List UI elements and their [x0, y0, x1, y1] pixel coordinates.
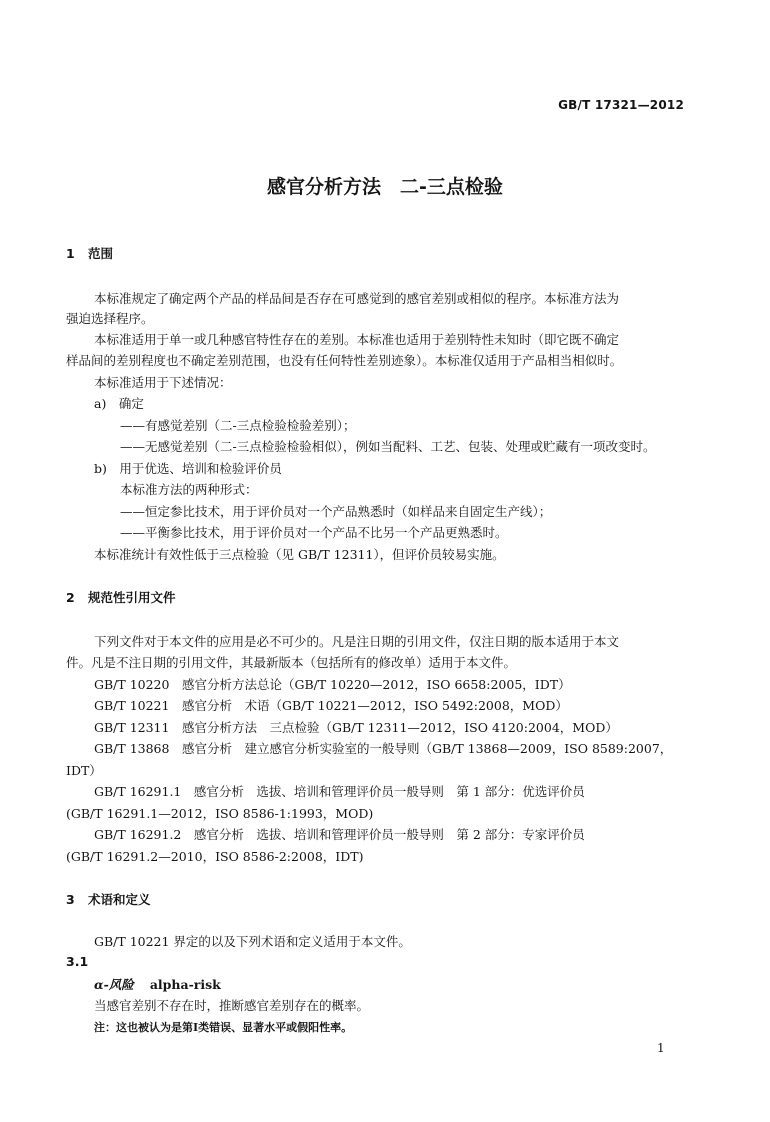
- scope-line-last: 本标准统计有效性低于三点检验（见 GB/T 12311），但评价员较易实施。: [94, 547, 505, 562]
- section-number: 1: [66, 246, 75, 261]
- standard-number: GB/T 17321—2012: [558, 98, 684, 112]
- scope-item-b: b) 用于优选、培训和检验评价员: [94, 461, 282, 476]
- document-title: 感官分析方法 二-三点检验: [267, 176, 503, 198]
- section-title: 规范性引用文件: [88, 590, 176, 605]
- section-2-heading: [66, 588, 176, 606]
- terms-intro: GB/T 10221 界定的以及下列术语和定义适用于本文件。: [94, 934, 411, 949]
- term-alpha-risk: [94, 975, 221, 993]
- scope-dash-1: ——有感觉差别（二-三点检验检验差别）；: [120, 418, 356, 433]
- section-number: 2: [66, 590, 75, 605]
- scope-line-2: 强迫选择程序。: [66, 311, 154, 326]
- ref-gbt16291-2: GB/T 16291.2 感官分析 选拔、培训和管理评价员一般导则 第 2 部分：专家评价员: [94, 827, 585, 842]
- ref-gbt16291-2-cont: (GB/T 16291.2—2010，ISO 8586-2:2008，IDT): [66, 849, 364, 864]
- section-title: 范围: [88, 246, 114, 261]
- section-title: 术语和定义: [88, 892, 151, 907]
- ref-gbt16291-1: GB/T 16291.1 感官分析 选拔、培训和管理评价员一般导则 第 1 部分：优选评价员: [94, 784, 585, 799]
- ref-gbt10221: GB/T 10221 感官分析 术语（GB/T 10221—2012，ISO 5492:2008，MOD）: [94, 698, 568, 713]
- ref-gbt16291-1-cont: (GB/T 16291.1—2012，ISO 8586-1:1993，MOD): [66, 806, 374, 821]
- scope-line-3: 本标准适用于单一或几种感官特性存在的差别。本标准也适用于差别特性未知时（即它既不确定: [94, 332, 620, 347]
- scope-line-4: 样品间的差别程度也不确定差别范围，也没有任何特性差别迹象）。本标准仅适用于产品相当相似时。: [66, 353, 623, 368]
- scope-dash-4: ——平衡参比技术，用于评价员对一个产品不比另一个产品更熟悉时。: [120, 525, 508, 540]
- section-number: 3: [66, 892, 75, 907]
- term-definition: 当感官差别不存在时，推断感官差别存在的概率。: [94, 998, 370, 1013]
- scope-line-5: 本标准适用于下述情况：: [94, 375, 232, 390]
- ref-gbt12311: GB/T 12311 感官分析方法 三点检验（GB/T 12311—2012，ISO 4120:2004，MOD）: [94, 720, 618, 735]
- term-chinese: α-风险: [94, 977, 134, 992]
- refs-line-1: 下列文件对于本文件的应用是必不可少的。凡是注日期的引用文件，仅注日期的版本适用于本文: [94, 634, 620, 649]
- ref-gbt13868-cont: IDT）: [66, 763, 102, 778]
- scope-dash-3: ——恒定参比技术，用于评价员对一个产品熟悉时（如样品来自固定生产线）；: [120, 504, 552, 519]
- term-english: alpha-risk: [149, 977, 221, 992]
- scope-dash-2: ——无感觉差别（二-三点检验检验相似），例如当配料、工艺、包装、处理或贮藏有一项改变时。: [120, 439, 656, 454]
- ref-gbt10220: GB/T 10220 感官分析方法总论（GB/T 10220—2012，ISO 6658:2005，IDT）: [94, 677, 571, 692]
- scope-item-a: a) 确定: [94, 396, 144, 411]
- section-3-heading: [66, 890, 151, 908]
- term-note: 注：这也被认为是第Ⅰ类错误、显著水平或假阳性率。: [94, 1021, 353, 1034]
- page-number: 1: [657, 1041, 665, 1055]
- ref-gbt13868: GB/T 13868 感官分析 建立感官分析实验室的一般导则（GB/T 13868—2009，ISO 8589:2007，: [94, 741, 673, 756]
- section-1-heading: [66, 244, 113, 262]
- scope-line-forms: 本标准方法的两种形式：: [120, 482, 258, 497]
- subclause-number: 3.1: [66, 954, 89, 969]
- refs-line-2: 件。凡是不注日期的引用文件，其最新版本（包括所有的修改单）适用于本文件。: [66, 655, 517, 670]
- scope-line-1: 本标准规定了确定两个产品的样品间是否存在可感觉到的感官差别或相似的程序。本标准方法为: [94, 291, 620, 306]
